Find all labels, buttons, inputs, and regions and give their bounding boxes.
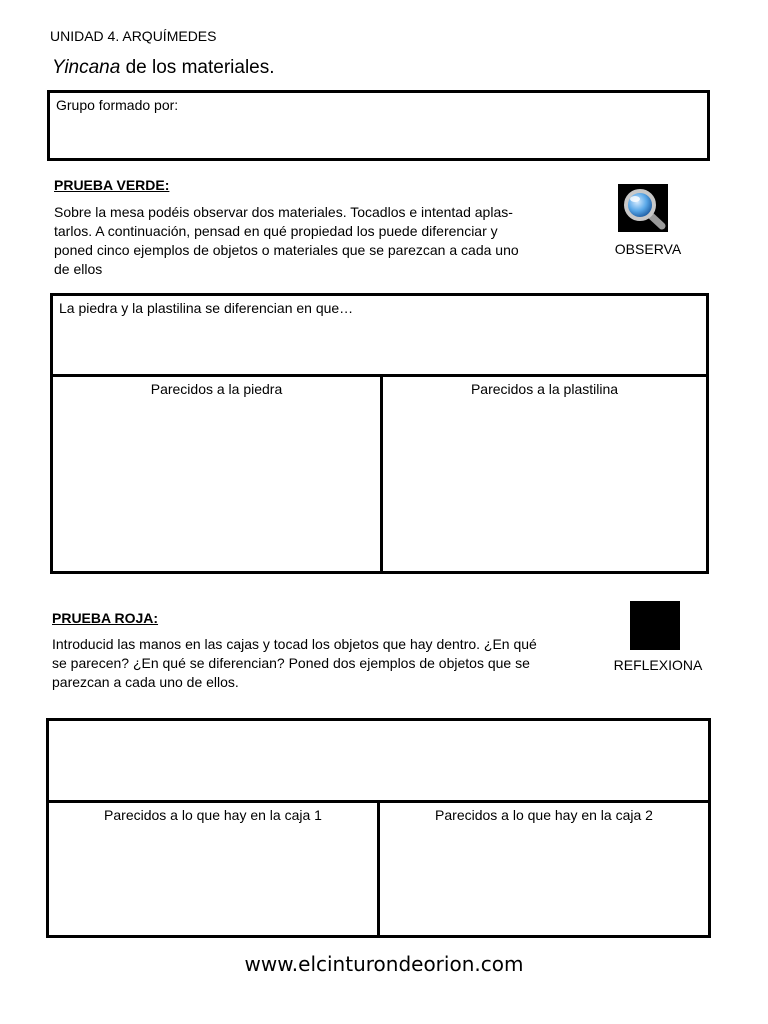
col-box1-title: Parecidos a lo que hay en la caja 1: [104, 807, 322, 823]
green-line: Sobre la mesa podéis observar dos materiales. Tocadlos e intentad aplas-: [54, 204, 513, 220]
green-test-heading: PRUEBA VERDE:: [54, 177, 170, 193]
green-col-stone[interactable]: [53, 377, 380, 571]
title-italic: Yincana: [52, 57, 121, 78]
green-table-prompt: La piedra y la plastilina se diferencian en que…: [59, 300, 354, 316]
red-table: [46, 718, 711, 938]
red-test-heading: PRUEBA ROJA:: [52, 610, 159, 626]
page-title: [52, 57, 275, 79]
title-rest: de los materiales.: [120, 57, 275, 78]
green-test-instructions: [54, 203, 594, 279]
red-col-box2[interactable]: [380, 803, 708, 935]
red-test-instructions: [52, 635, 600, 692]
green-answer-area[interactable]: [53, 296, 706, 374]
group-box-label: Grupo formado por:: [56, 97, 179, 113]
reflexiona-label: REFLEXIONA: [613, 657, 703, 673]
green-line: de ellos: [54, 261, 103, 277]
red-line: Introducid las manos en las cajas y tocad los objetos que hay dentro. ¿En qué: [52, 636, 537, 652]
green-line: tarlos. A continuación, pensad en qué propiedad los puede diferenciar y: [54, 223, 498, 239]
group-box[interactable]: [47, 90, 710, 161]
green-col-plasticine[interactable]: [383, 377, 706, 571]
red-col-box1[interactable]: [49, 803, 377, 935]
red-line: parezcan a cada uno de ellos.: [52, 674, 239, 690]
observa-label: OBSERVA: [614, 241, 682, 257]
black-square-icon: [630, 601, 680, 650]
footer-url[interactable]: www.elcinturondeorion.com: [244, 952, 524, 976]
red-answer-area[interactable]: [49, 721, 708, 800]
magnifier-icon: [618, 184, 668, 232]
unit-title: UNIDAD 4. ARQUÍMEDES: [50, 28, 217, 44]
col-stone-title: Parecidos a la piedra: [150, 381, 283, 397]
col-box2-title: Parecidos a lo que hay en la caja 2: [435, 807, 653, 823]
col-plasticine-title: Parecidos a la plastilina: [470, 381, 619, 397]
green-table: [50, 293, 709, 574]
green-line: poned cinco ejemplos de objetos o materiales que se parezcan a cada uno: [54, 242, 519, 258]
red-line: se parecen? ¿En qué se diferencian? Poned dos ejemplos de objetos que se: [52, 655, 530, 671]
